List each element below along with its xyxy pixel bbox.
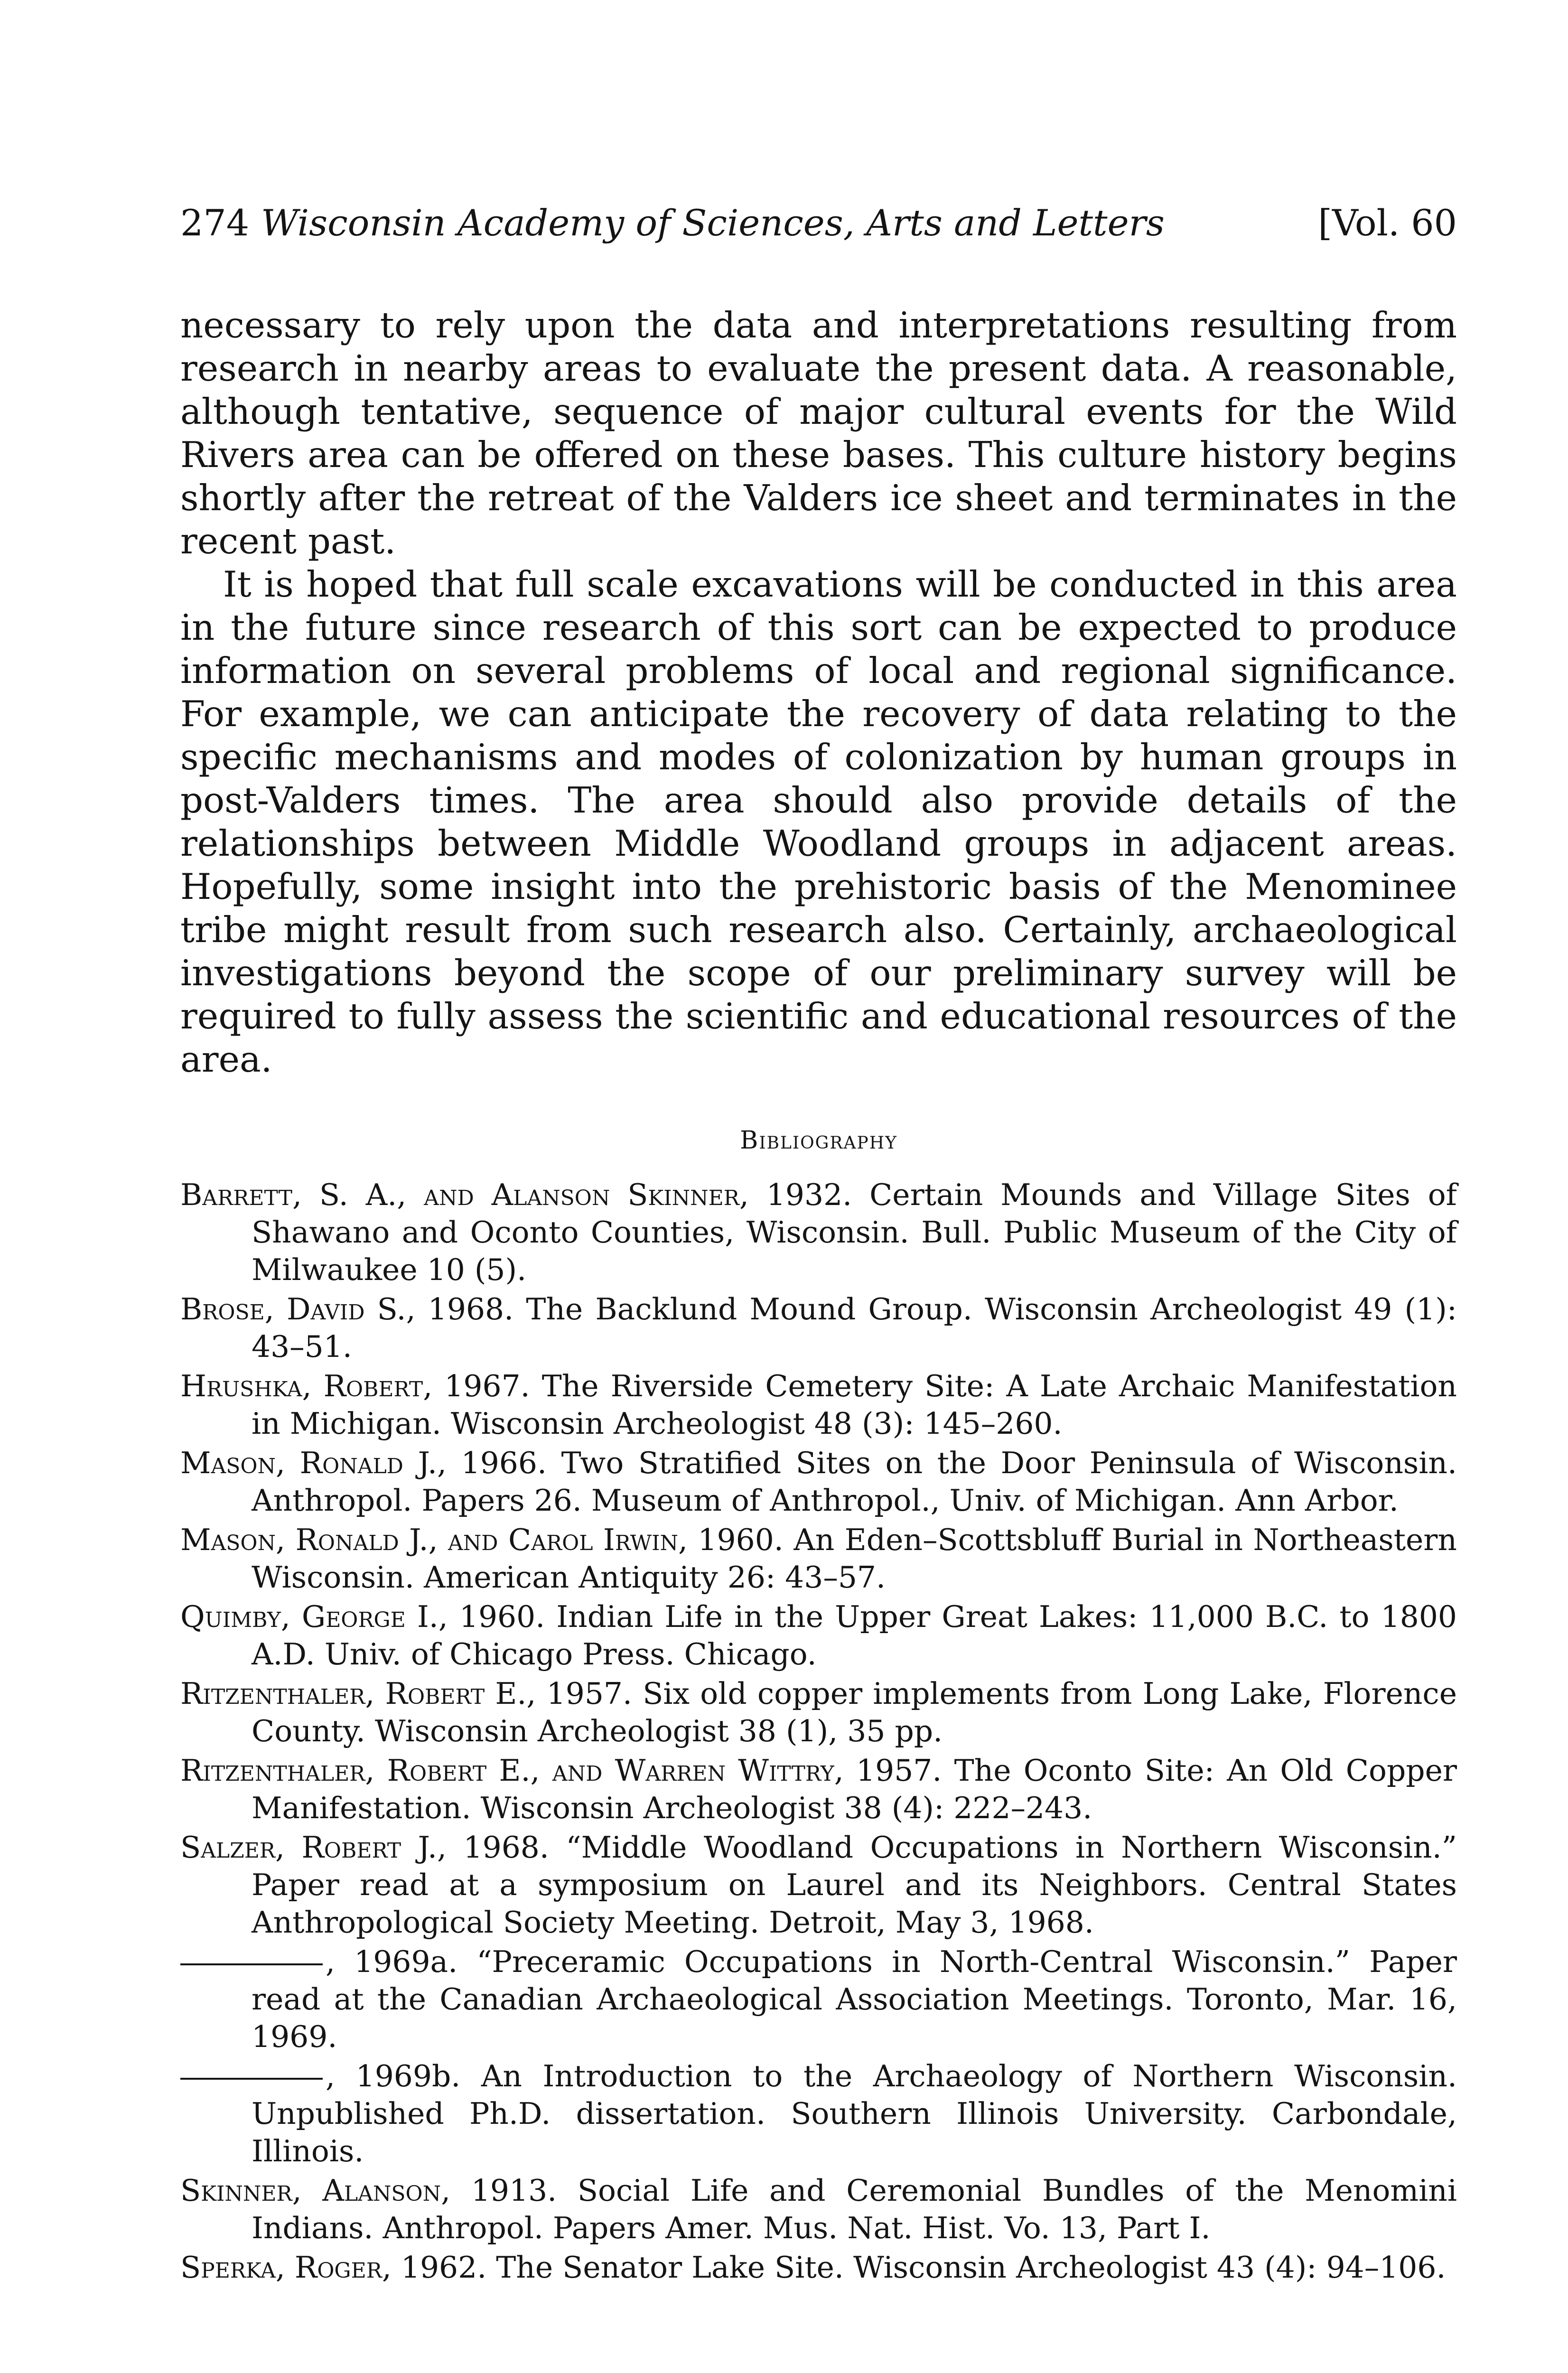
reference-item bbox=[180, 2172, 1457, 2247]
ditto-rule bbox=[180, 1963, 323, 1965]
reference-item bbox=[180, 2249, 1457, 2286]
reference-item bbox=[180, 2057, 1457, 2170]
reference-author: Mason, Ronald J., bbox=[180, 1446, 447, 1480]
reference-author: Skinner, Alanson, bbox=[180, 2173, 451, 2208]
reference-item bbox=[180, 1829, 1457, 1941]
page-number: 274 bbox=[180, 202, 250, 244]
journal-title: Wisconsin Academy of Sciences, Arts and Letters bbox=[261, 202, 1165, 244]
reference-author: Ritzenthaler, Robert E., and Warren Wittry, bbox=[180, 1753, 844, 1788]
reference-text: , 1969a. “Preceramic Occupations in North-Central Wisconsin.” Paper read at the Canadian Archaeological Association Meetings. Toronto, Mar. 16, 1969. bbox=[252, 1944, 1457, 2054]
reference-text: 1932. Certain Mounds and Village Sites of Shawano and Oconto Counties, Wisconsin. Bull. Public Museum of the City of Milwaukee 10 (5). bbox=[252, 1177, 1457, 1287]
reference-author: Quimby, George I., bbox=[180, 1599, 448, 1634]
reference-author: Barrett, S. A., and Alanson Skinner, bbox=[180, 1177, 749, 1212]
reference-author: Mason, Ronald J., and Carol Irwin, bbox=[180, 1523, 688, 1557]
reference-author: Ritzenthaler, Robert E., bbox=[180, 1676, 536, 1711]
reference-author: Hrushka, Robert, bbox=[180, 1369, 433, 1403]
reference-text: 1957. Six old copper implements from Long Lake, Florence County. Wisconsin Archeologist 38 (1), 35 pp. bbox=[252, 1676, 1457, 1748]
reference-text: 1960. An Eden–Scottsbluff Burial in Northeastern Wisconsin. American Antiquity 26: 43–57. bbox=[252, 1523, 1457, 1595]
reference-text: 1913. Social Life and Ceremonial Bundles of the Menomini Indians. Anthropol. Papers Amer. Mus. Nat. Hist. Vo. 13, Part I. bbox=[252, 2173, 1457, 2245]
reference-item bbox=[180, 1521, 1457, 1596]
reference-text: , 1969b. An Introduction to the Archaeology of Northern Wisconsin. Unpublished Ph.D. dissertation. Southern Illinois University. Carbondale, Illinois. bbox=[252, 2059, 1457, 2168]
reference-author: Sperka, Roger, bbox=[180, 2250, 392, 2285]
paragraph: It is hoped that full scale excavations will be conducted in this area in the future since research of this sort can be expected to produce information on several problems of local and regional significance. For example, we can anticipate the recovery of data relating to the specific mechanisms and modes of colonization by human groups in post-Valders times. The area should also provide details of the relationships between Middle Woodland groups in adjacent areas. Hopefully, some insight into the prehistoric basis of the Menominee tribe might result from such research also. Certainly, archaeological investigations beyond the scope of our preliminary survey will be required to fully assess the scientific and educational resources of the area. bbox=[180, 563, 1457, 1080]
reference-item bbox=[180, 1176, 1457, 1289]
bibliography-list bbox=[180, 1176, 1457, 2286]
running-header bbox=[180, 199, 1457, 247]
reference-author: Salzer, Robert J., bbox=[180, 1830, 447, 1865]
reference-text: 1968. The Backlund Mound Group. Wisconsin Archeologist 49 (1): 43–51. bbox=[252, 1292, 1457, 1364]
reference-author: Brose, David S., bbox=[180, 1292, 416, 1327]
reference-item bbox=[180, 1290, 1457, 1365]
reference-text: 1966. Two Stratified Sites on the Door Peninsula of Wisconsin. Anthropol. Papers 26. Museum of Anthropol., Univ. of Michigan. Ann Arbor. bbox=[252, 1446, 1457, 1518]
reference-item bbox=[180, 1598, 1457, 1673]
bibliography-heading: Bibliography bbox=[740, 1126, 897, 1155]
reference-text: 1962. The Senator Lake Site. Wisconsin Archeologist 43 (4): 94–106. bbox=[391, 2250, 1446, 2285]
reference-item bbox=[180, 1752, 1457, 1827]
body-text bbox=[180, 304, 1457, 1081]
reference-text: 1968. “Middle Woodland Occupations in Northern Wisconsin.” Paper read at a symposium on Laurel and its Neighbors. Central States Anthropological Society Meeting. Detroit, May 3, 1968. bbox=[252, 1830, 1457, 1940]
reference-text: 1957. The Oconto Site: An Old Copper Manifestation. Wisconsin Archeologist 38 (4): 222–243. bbox=[252, 1753, 1457, 1825]
ditto-rule bbox=[180, 2078, 323, 2080]
reference-text: 1960. Indian Life in the Upper Great Lakes: 11,000 B.C. to 1800 A.D. Univ. of Chicago Press. Chicago. bbox=[252, 1599, 1457, 1672]
reference-item bbox=[180, 1943, 1457, 2055]
paragraph: necessary to rely upon the data and interpretations resulting from research in nearby areas to evaluate the present data. A reasonable, although tentative, sequence of major cultural events for the Wild Rivers area can be offered on these bases. This culture history begins shortly after the retreat of the Valders ice sheet and terminates in the recent past. bbox=[180, 304, 1457, 562]
volume-label: [Vol. 60 bbox=[1318, 202, 1457, 244]
reference-item bbox=[180, 1367, 1457, 1442]
reference-item bbox=[180, 1444, 1457, 1519]
reference-item bbox=[180, 1675, 1457, 1750]
page bbox=[180, 199, 1457, 2288]
reference-text: 1967. The Riverside Cemetery Site: A Late Archaic Manifestation in Michigan. Wisconsin Archeologist 48 (3): 145–260. bbox=[252, 1369, 1457, 1441]
